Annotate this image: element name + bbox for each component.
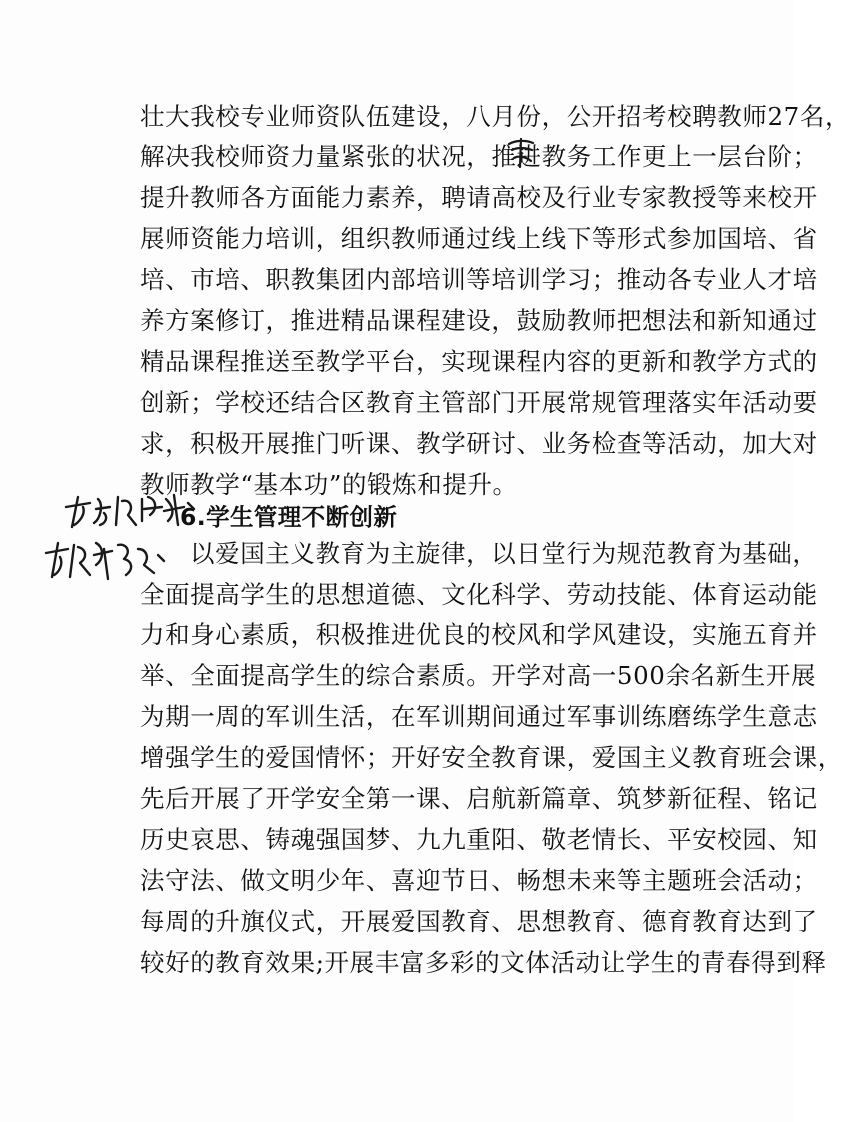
section-heading: 6.学生管理不断创新 [180,503,398,531]
handwritten-signature-icon [38,485,198,585]
text-line: 创新；学校还结合区教育主管部门开展常规管理落实年活动要 [140,388,818,417]
text-line: 壮大我校专业师资队伍建设，八月份，公开招考校聘教师27名， [140,102,850,131]
text-line: 展师资能力培训，组织教师通过线上线下等形式参加国培、省 [140,224,818,253]
text-line: 每周的升旗仪式，开展爱国教育、思想教育、德育教育达到了 [140,907,818,936]
text-line: 法守法、做文明少年、喜迎节日、畅想未来等主题班会活动； [140,866,818,895]
text-line: 举、全面提高学生的综合素质。开学对高一500余名新生开展 [140,661,817,690]
text-line: 为期一周的军训生活，在军训期间通过军事训练磨练学生意志 [140,702,818,731]
text-line: 力和身心素质，积极推进优良的校风和学风建设，实施五育并 [140,620,818,649]
text-line: 教师教学“基本功”的锻炼和提升。 [140,470,518,499]
text-line: 提升教师各方面能力素养，聘请高校及行业专家教授等来校开 [140,183,818,212]
text-line: 历史哀思、铸魂强国梦、九九重阳、敬老情长、平安校园、知 [140,825,818,854]
text-line: 养方案修订，推进精品课程建设，鼓励教师把想法和新知通过 [140,306,818,335]
text-line: 解决我校师资力量紧张的状况，推进教务工作更上一层台阶； [140,142,818,171]
text-line: 增强学生的爱国情怀；开好安全教育课，爱国主义教育班会课， [140,743,843,772]
handwritten-correction-icon [506,136,536,170]
text-line: 较好的教育效果;开展丰富多彩的文体活动让学生的青春得到释 [140,948,827,977]
text-line: 全面提高学生的思想道德、文化科学、劳动技能、体育运动能 [140,580,818,609]
text-line: 以爱国主义教育为主旋律，以日堂行为规范教育为基础， [190,539,818,568]
text-line: 先后开展了开学安全第一课、启航新篇章、筑梦新征程、铭记 [140,784,818,813]
text-line: 精品课程推送至教学平台，实现课程内容的更新和教学方式的 [140,347,818,376]
text-line: 求，积极开展推门听课、教学研讨、业务检查等活动，加大对 [140,429,818,458]
text-line: 培、市培、职教集团内部培训等培训学习；推动各专业人才培 [140,265,818,294]
